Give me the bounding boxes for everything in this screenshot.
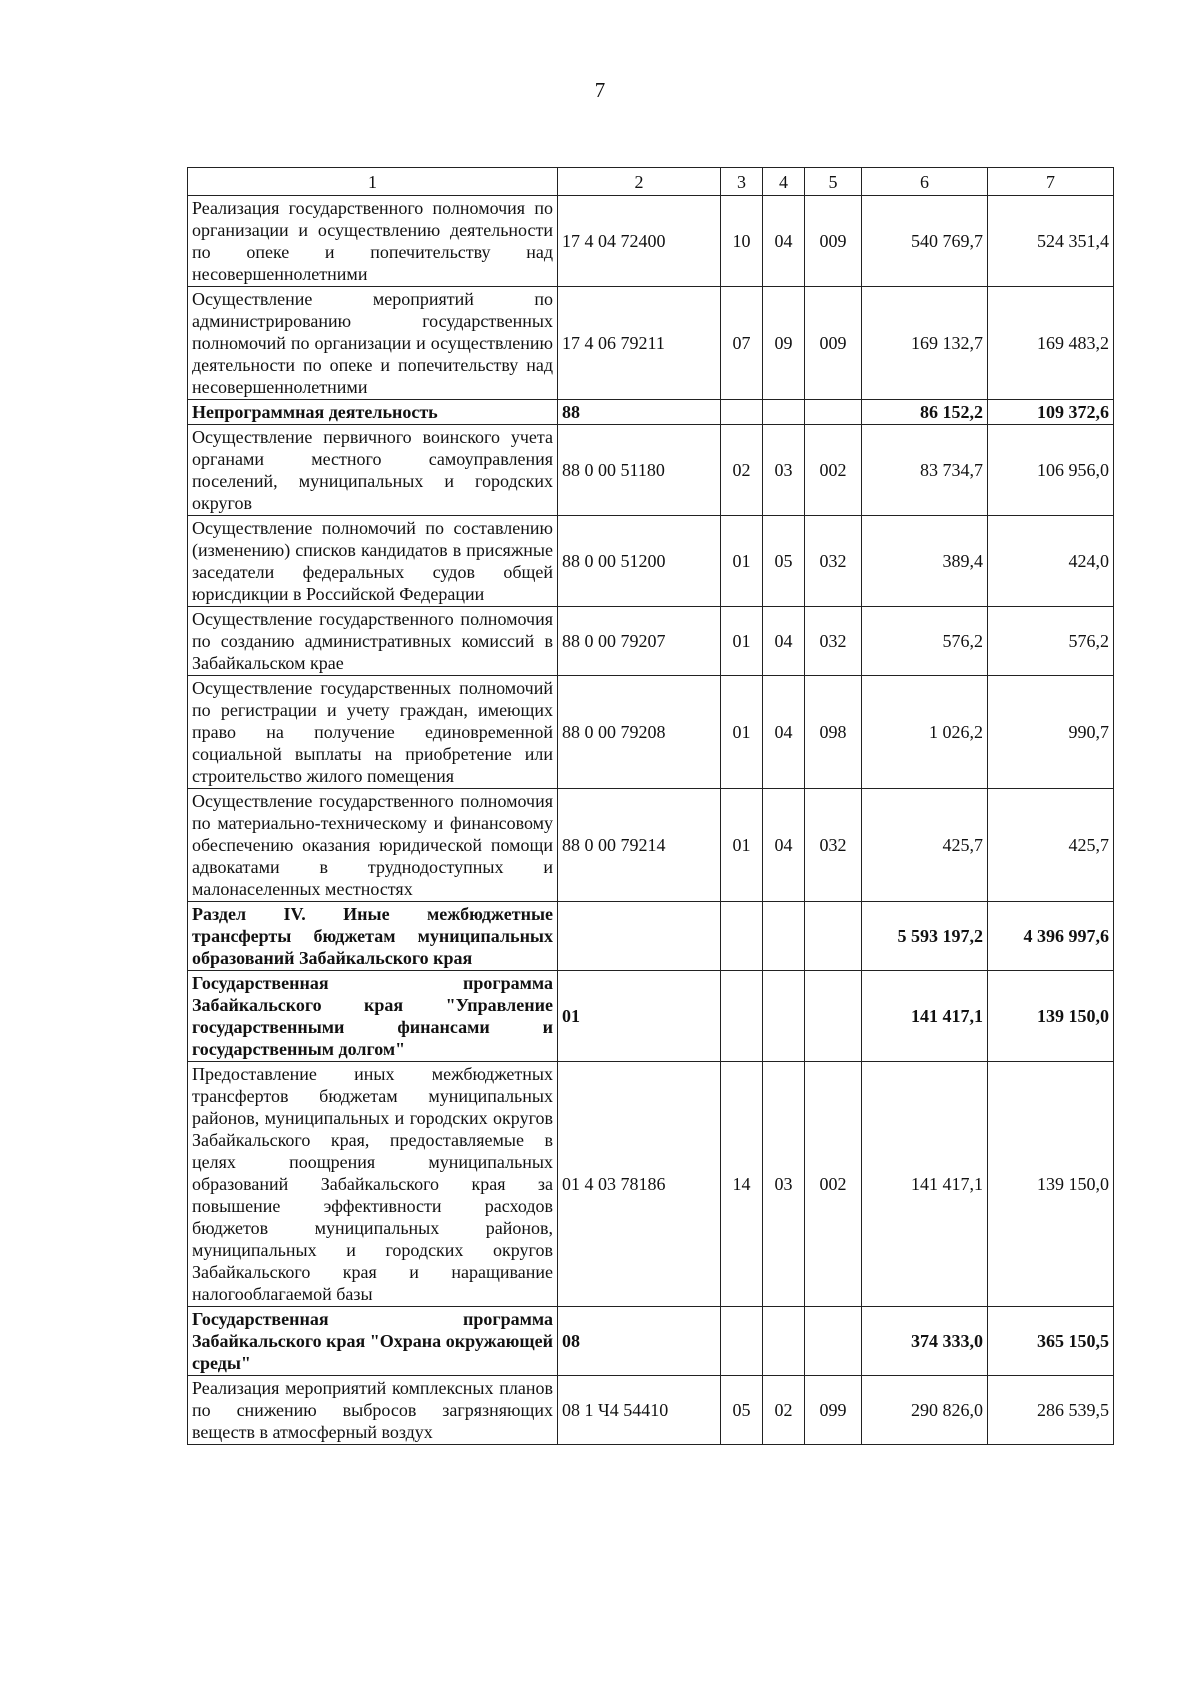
row-col4-cell: 05 [763, 516, 805, 607]
row-name-cell: Осуществление государственного полномочия по созданию административных комиссий в Забайкальском крае [188, 607, 558, 676]
row-col3-cell: 02 [721, 425, 763, 516]
row-col4-cell: 04 [763, 607, 805, 676]
row-col5-cell: 002 [805, 425, 862, 516]
row-col3-cell: 01 [721, 516, 763, 607]
row-amount-col7-cell: 576,2 [988, 607, 1114, 676]
row-col4-cell: 04 [763, 789, 805, 902]
row-col5-cell [805, 902, 862, 971]
table-row [188, 400, 1114, 425]
table-row [188, 902, 1114, 971]
row-col4-cell: 02 [763, 1376, 805, 1445]
row-col5-cell: 002 [805, 1062, 862, 1307]
row-col5-cell [805, 1307, 862, 1376]
row-col4-cell: 03 [763, 1062, 805, 1307]
row-name-cell: Государственная программа Забайкальского края "Охрана окружающей среды" [188, 1307, 558, 1376]
row-code-cell: 88 [558, 400, 721, 425]
row-col5-cell: 099 [805, 1376, 862, 1445]
row-amount-col6-cell: 290 826,0 [862, 1376, 988, 1445]
row-amount-col6-cell: 425,7 [862, 789, 988, 902]
row-code-cell: 01 [558, 971, 721, 1062]
row-code-cell: 88 0 00 79207 [558, 607, 721, 676]
row-amount-col7-cell: 139 150,0 [988, 971, 1114, 1062]
row-col4-cell: 04 [763, 196, 805, 287]
row-code-cell: 88 0 00 79214 [558, 789, 721, 902]
row-col3-cell: 14 [721, 1062, 763, 1307]
row-code-cell: 08 [558, 1307, 721, 1376]
row-amount-col7-cell: 169 483,2 [988, 287, 1114, 400]
row-col4-cell [763, 902, 805, 971]
row-col5-cell: 032 [805, 607, 862, 676]
row-amount-col6-cell: 576,2 [862, 607, 988, 676]
column-header: 7 [988, 168, 1114, 196]
row-col3-cell [721, 971, 763, 1062]
row-col3-cell: 05 [721, 1376, 763, 1445]
row-col3-cell [721, 400, 763, 425]
row-amount-col7-cell: 139 150,0 [988, 1062, 1114, 1307]
table-row [188, 607, 1114, 676]
row-col3-cell: 01 [721, 607, 763, 676]
table-row [188, 425, 1114, 516]
row-col4-cell: 03 [763, 425, 805, 516]
column-header: 5 [805, 168, 862, 196]
row-col3-cell: 01 [721, 789, 763, 902]
row-col3-cell [721, 902, 763, 971]
row-amount-col7-cell: 106 956,0 [988, 425, 1114, 516]
row-code-cell: 88 0 00 51180 [558, 425, 721, 516]
row-amount-col6-cell: 141 417,1 [862, 1062, 988, 1307]
budget-table [187, 167, 1114, 1445]
row-code-cell: 17 4 04 72400 [558, 196, 721, 287]
row-name-cell: Предоставление иных межбюджетных трансфертов бюджетам муниципальных районов, муниципальных и городских округов Забайкальского края, предоставляемые в целях поощрения муниципальных образований Забайкальского края за повышение эффективности расходов бюджетов муниципальных районов, муниципальных и городских округов Забайкальского края и наращивание налогооблагаемой базы [188, 1062, 558, 1307]
table-row [188, 1376, 1114, 1445]
table-row [188, 196, 1114, 287]
table-row [188, 789, 1114, 902]
row-name-cell: Осуществление первичного воинского учета органами местного самоуправления поселений, муниципальных и городских округов [188, 425, 558, 516]
row-code-cell: 01 4 03 78186 [558, 1062, 721, 1307]
row-name-cell: Осуществление полномочий по составлению (изменению) списков кандидатов в присяжные заседатели федеральных судов общей юрисдикции в Российской Федерации [188, 516, 558, 607]
row-amount-col7-cell: 109 372,6 [988, 400, 1114, 425]
row-amount-col6-cell: 389,4 [862, 516, 988, 607]
row-code-cell: 88 0 00 51200 [558, 516, 721, 607]
table-row [188, 971, 1114, 1062]
row-amount-col7-cell: 990,7 [988, 676, 1114, 789]
table-row [188, 516, 1114, 607]
row-code-cell: 88 0 00 79208 [558, 676, 721, 789]
table-header-row [188, 168, 1114, 196]
row-name-cell: Осуществление государственного полномочия по материально-техническому и финансовому обеспечению оказания юридической помощи адвокатами в труднодоступных и малонаселенных местностях [188, 789, 558, 902]
row-amount-col6-cell: 141 417,1 [862, 971, 988, 1062]
row-col4-cell [763, 1307, 805, 1376]
table-row [188, 1062, 1114, 1307]
column-header: 4 [763, 168, 805, 196]
row-col3-cell [721, 1307, 763, 1376]
row-code-cell: 17 4 06 79211 [558, 287, 721, 400]
row-col5-cell: 009 [805, 196, 862, 287]
row-col3-cell: 01 [721, 676, 763, 789]
row-col5-cell [805, 971, 862, 1062]
row-name-cell: Осуществление государственных полномочий по регистрации и учету граждан, имеющих право на получение единовременной социальной выплаты на приобретение или строительство жилого помещения [188, 676, 558, 789]
row-amount-col7-cell: 4 396 997,6 [988, 902, 1114, 971]
row-code-cell: 08 1 Ч4 54410 [558, 1376, 721, 1445]
row-col5-cell: 009 [805, 287, 862, 400]
row-amount-col7-cell: 424,0 [988, 516, 1114, 607]
column-header: 1 [188, 168, 558, 196]
row-col4-cell: 04 [763, 676, 805, 789]
table-row [188, 676, 1114, 789]
row-amount-col7-cell: 286 539,5 [988, 1376, 1114, 1445]
row-name-cell: Осуществление мероприятий по администрированию государственных полномочий по организации и осуществлению деятельности по опеке и попечительству над несовершеннолетними [188, 287, 558, 400]
column-header: 3 [721, 168, 763, 196]
row-col4-cell [763, 971, 805, 1062]
row-code-cell [558, 902, 721, 971]
table-row [188, 287, 1114, 400]
table-row [188, 1307, 1114, 1376]
column-header: 6 [862, 168, 988, 196]
row-col3-cell: 10 [721, 196, 763, 287]
row-name-cell: Реализация государственного полномочия по организации и осуществлению деятельности по опеке и попечительству над несовершеннолетними [188, 196, 558, 287]
row-col5-cell: 098 [805, 676, 862, 789]
row-amount-col6-cell: 540 769,7 [862, 196, 988, 287]
row-amount-col6-cell: 1 026,2 [862, 676, 988, 789]
row-name-cell: Реализация мероприятий комплексных планов по снижению выбросов загрязняющих веществ в атмосферный воздух [188, 1376, 558, 1445]
row-amount-col6-cell: 5 593 197,2 [862, 902, 988, 971]
row-amount-col6-cell: 83 734,7 [862, 425, 988, 516]
row-name-cell: Государственная программа Забайкальского края "Управление государственными финансами и государственным долгом" [188, 971, 558, 1062]
row-amount-col7-cell: 524 351,4 [988, 196, 1114, 287]
row-amount-col7-cell: 425,7 [988, 789, 1114, 902]
column-header: 2 [558, 168, 721, 196]
row-name-cell: Непрограммная деятельность [188, 400, 558, 425]
row-amount-col6-cell: 86 152,2 [862, 400, 988, 425]
row-col5-cell: 032 [805, 789, 862, 902]
page-number: 7 [594, 78, 606, 102]
row-col5-cell [805, 400, 862, 425]
row-col5-cell: 032 [805, 516, 862, 607]
row-col4-cell [763, 400, 805, 425]
row-amount-col7-cell: 365 150,5 [988, 1307, 1114, 1376]
row-amount-col6-cell: 169 132,7 [862, 287, 988, 400]
row-name-cell: Раздел IV. Иные межбюджетные трансферты бюджетам муниципальных образований Забайкальского края [188, 902, 558, 971]
row-amount-col6-cell: 374 333,0 [862, 1307, 988, 1376]
row-col3-cell: 07 [721, 287, 763, 400]
row-col4-cell: 09 [763, 287, 805, 400]
